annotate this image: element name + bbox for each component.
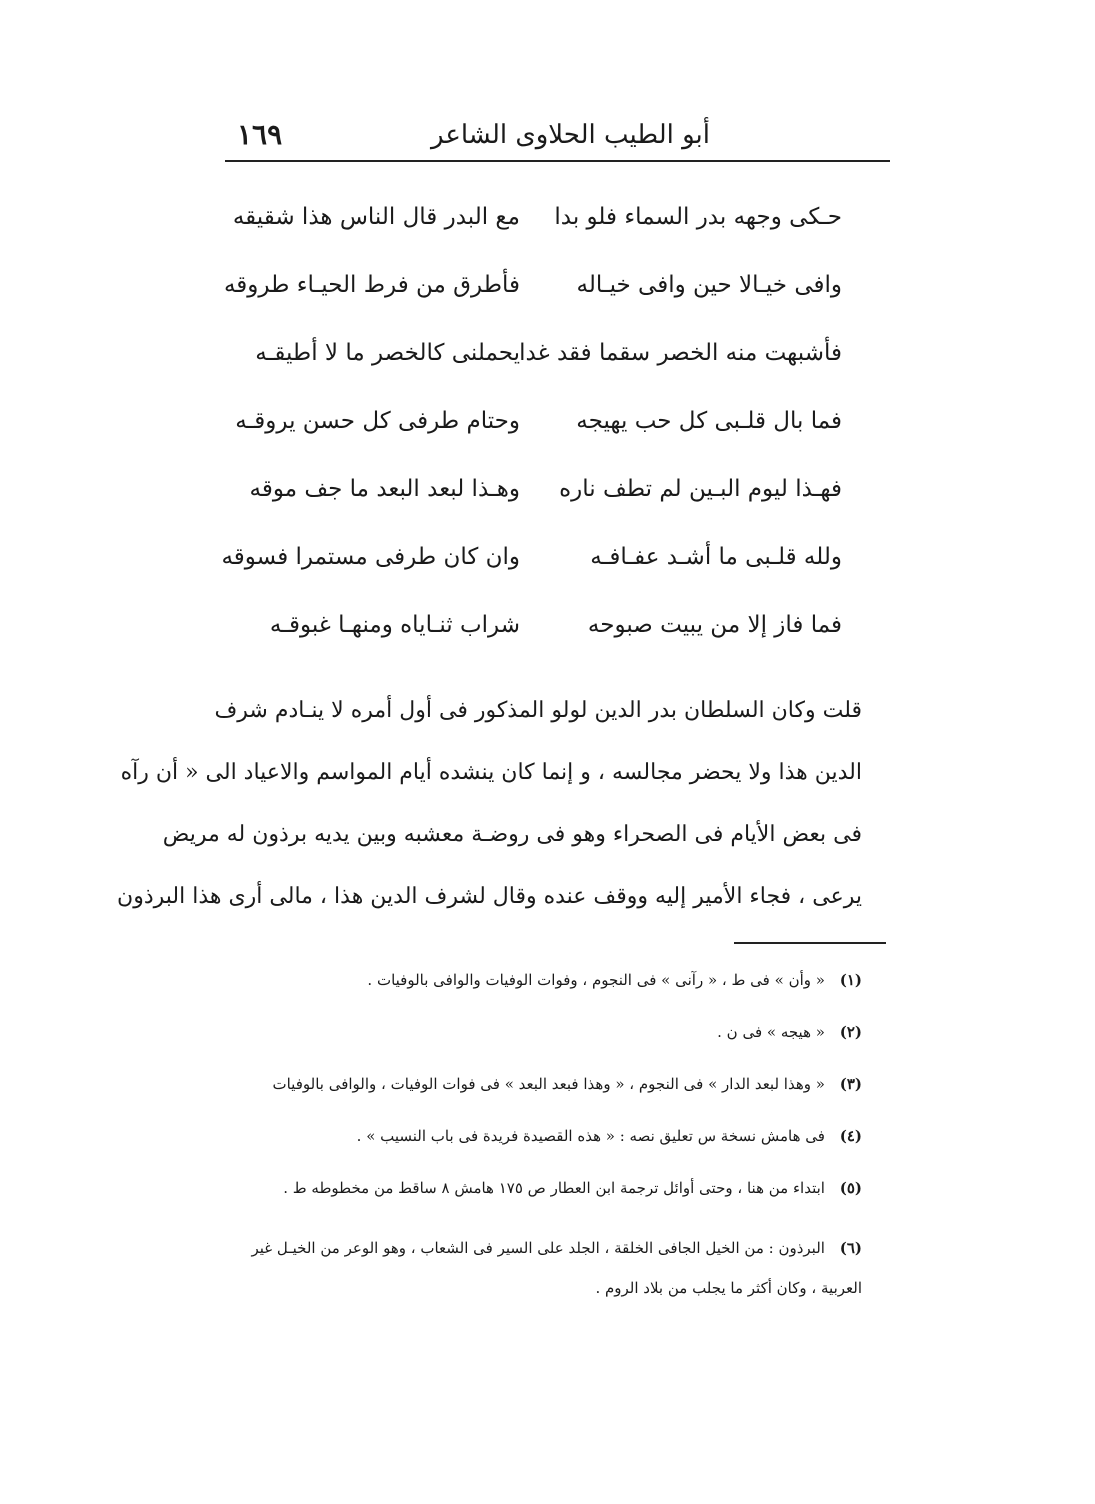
hemistich-first: فما فاز إلا من يبيت صبوحه bbox=[587, 612, 842, 638]
hemistich-second: يحملنى كالخصر ما لا أطيقـه bbox=[255, 340, 520, 366]
footnote-continuation: العربية ، وكان أكثر ما يجلب من بلاد الروم . bbox=[595, 1279, 862, 1297]
footnote-text: البرذون : من الخيل الجافى الخلقة ، الجلد على السير فى الشعاب ، وهو الوعر من الخيـل غير bbox=[251, 1239, 825, 1257]
verse-line bbox=[235, 400, 850, 468]
footnote bbox=[232, 1072, 862, 1096]
hemistich-second: شراب ثنـاياه ومنهـا غبوقـه bbox=[269, 612, 520, 638]
footnote-separator bbox=[734, 942, 886, 944]
hemistich-second: فأطرق من فرط الحيـاء طروقه bbox=[223, 272, 520, 298]
verse-line bbox=[240, 604, 850, 672]
footnote-number: (٢) bbox=[839, 1023, 862, 1041]
footnote-number: (٦) bbox=[839, 1239, 862, 1257]
footnotes bbox=[232, 968, 862, 1336]
verse-line bbox=[223, 264, 850, 332]
page-number: ١٦٩ bbox=[237, 118, 283, 151]
footnote bbox=[232, 1020, 862, 1044]
footnote bbox=[232, 1228, 862, 1308]
running-header bbox=[225, 118, 890, 158]
header-rule bbox=[225, 160, 890, 162]
hemistich-second: وهـذا لبعد البعد ما جف موقه bbox=[249, 476, 520, 502]
prose-line: فى بعض الأيام فى الصحراء وهو فى روضـة معشبه وبين يديه برذون له مريض bbox=[162, 822, 862, 847]
footnote-number: (٤) bbox=[839, 1127, 862, 1145]
hemistich-second: مع البدر قال الناس هذا شقيقه bbox=[232, 204, 520, 230]
running-title: أبو الطيب الحلاوى الشاعر bbox=[430, 120, 710, 150]
footnote-number: (١) bbox=[839, 971, 862, 989]
footnote-number: (٣) bbox=[839, 1075, 862, 1093]
footnote bbox=[232, 968, 862, 992]
prose-line: الدين هذا ولا يحضر مجالسه ، و إنما كان ينشده أيام المواسم والاعياد الى « أن رآه bbox=[120, 760, 862, 785]
footnote-number: (٥) bbox=[839, 1179, 862, 1197]
hemistich-first: فما بال قلـبى كل حب يهيجه bbox=[576, 408, 842, 434]
footnote-text: ابتداء من هنا ، وحتى أوائل ترجمة ابن العطار ص ١٧٥ هامش ٨ ساقط من مخطوطه ط . bbox=[283, 1179, 825, 1197]
hemistich-first: حـكى وجهه بدر السماء فلو بدا bbox=[554, 204, 842, 230]
hemistich-second: وان كان طرفى مستمرا فسوقه bbox=[221, 544, 520, 570]
hemistich-first: وافى خيـالا حين وافى خيـاله bbox=[576, 272, 842, 298]
prose-paragraph bbox=[117, 680, 862, 928]
footnote-text: « وأن » فى ط ، « رآنى » فى النجوم ، وفوات الوفيات والوافى بالوفيات . bbox=[367, 971, 825, 989]
footnote-text: فى هامش نسخة س تعليق نصه : « هذه القصيدة فريدة فى باب النسيب » . bbox=[356, 1127, 825, 1145]
footnote bbox=[232, 1176, 862, 1200]
verse-line bbox=[221, 536, 850, 604]
hemistich-first: فهـذا ليوم البـين لم تطف ناره bbox=[559, 476, 842, 502]
verse-line bbox=[240, 468, 850, 536]
verse-line bbox=[232, 196, 850, 264]
footnote-text: « هيجه » فى ن . bbox=[717, 1023, 825, 1041]
prose-line: قلت وكان السلطان بدر الدين لولو المذكور فى أول أمره لا ينـادم شرف bbox=[214, 698, 862, 723]
hemistich-first: ولله قلـبى ما أشـد عفـافـه bbox=[590, 544, 842, 570]
hemistich-first: فأشبهت منه الخصر سقما فقد غدا bbox=[519, 340, 842, 366]
hemistich-second: وحتام طرفى كل حسن يروقـه bbox=[235, 408, 520, 434]
footnote-text: « وهذا لبعد الدار » فى النجوم ، « وهذا فبعد البعد » فى فوات الوفيات ، والوافى بالوفيات bbox=[272, 1075, 825, 1093]
prose-line: يرعى ، فجاء الأمير إليه ووقف عنده وقال لشرف الدين هذا ، مالى أرى هذا البرذون bbox=[117, 884, 862, 909]
verse-line bbox=[240, 332, 850, 400]
footnote bbox=[232, 1124, 862, 1148]
poem bbox=[221, 196, 850, 672]
